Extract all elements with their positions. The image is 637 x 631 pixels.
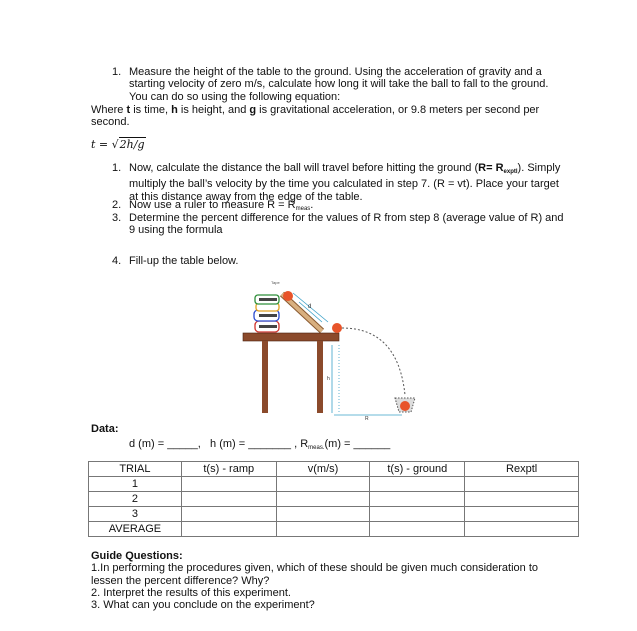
cell[interactable] [276, 492, 370, 507]
cell[interactable] [181, 507, 276, 522]
cell[interactable] [370, 522, 465, 537]
trial-cell: AVERAGE [89, 522, 182, 537]
trial-cell: 2 [89, 492, 182, 507]
variable-definitions [91, 104, 571, 129]
measurement-arrows [293, 293, 402, 415]
ball-target [400, 401, 410, 411]
experiment-diagram [240, 270, 430, 422]
table-row [89, 522, 579, 537]
text: is gravitational acceleration, or 9.8 meters per second per second. [91, 104, 540, 129]
header-velocity: v(m/s) [276, 462, 370, 477]
step-text: Determine the percent difference for the values of R from step 8 (average value of R) and 9 using the formula [129, 212, 564, 237]
cell[interactable] [465, 507, 579, 522]
r-label: R [365, 416, 369, 422]
h-label: h [327, 376, 330, 382]
step-number: 3. [112, 212, 122, 224]
formula-lhs: t = [91, 138, 112, 151]
question-1: 1.In performing the procedures given, which of these should be given much consideration to lessen the percent difference? Why? [91, 562, 538, 587]
data-fields [129, 438, 390, 454]
text: is time, [130, 104, 172, 116]
header-trial: TRIAL [89, 462, 182, 477]
data-table [88, 461, 579, 537]
trajectory [342, 328, 405, 395]
ball-edge [332, 323, 342, 333]
cell[interactable] [370, 492, 465, 507]
cell[interactable] [276, 477, 370, 492]
trial-cell: 3 [89, 507, 182, 522]
cell[interactable] [181, 522, 276, 537]
var-t: t [126, 104, 131, 116]
step-number: 1. [112, 66, 122, 78]
time-formula [91, 139, 146, 151]
table-leg [317, 341, 323, 413]
guide-heading: Guide Questions: [91, 550, 183, 562]
header-t-ramp: t(s) - ramp [181, 462, 276, 477]
ball-start [283, 291, 293, 301]
guide-questions [91, 550, 571, 611]
step-number: 4. [112, 255, 122, 267]
table-row [89, 477, 579, 492]
cell[interactable] [465, 522, 579, 537]
cell[interactable] [370, 507, 465, 522]
step-text: Measure the height of the table to the ground. Using the acceleration of gravity and a starting velocity of zero m/s, calculate how long it will take the ball to fall to the ground. You can do so using the following equation: [129, 66, 549, 103]
question-3: 3. What can you conclude on the experiment? [91, 599, 315, 612]
table-leg [262, 341, 268, 413]
sqrt-icon: √ [111, 138, 119, 151]
cell[interactable] [276, 507, 370, 522]
step-text: Fill-up the table below. [129, 255, 239, 267]
books-stack [254, 295, 279, 332]
cell[interactable] [370, 477, 465, 492]
d-field: d (m) = _____, [129, 438, 201, 450]
table-row [89, 492, 579, 507]
var-h: h [171, 104, 178, 116]
data-heading: Data: [91, 423, 119, 435]
table-row [89, 507, 579, 522]
trial-cell: 1 [89, 477, 182, 492]
subscript: meas. [308, 445, 325, 451]
question-2: 2. Interpret the results of this experiment. [91, 586, 291, 599]
header-rexptl: Rexptl [465, 462, 579, 477]
formula-radicand: 2h/g [119, 138, 145, 151]
subscript: meas [295, 206, 311, 212]
table-header-row [89, 462, 579, 477]
text: Now use a ruler to measure R = R [129, 199, 296, 211]
text: ). Simply multiply the ball’s velocity by the time you calculated in step 7. (R = vt). Place your target at this distance away from the edge of the table. [129, 162, 561, 203]
cell[interactable] [181, 477, 276, 492]
cell[interactable] [465, 477, 579, 492]
step-number: 2. [112, 199, 122, 211]
text: is height, and [177, 104, 250, 116]
text: Now, calculate the distance the ball will travel before hitting the ground ( [129, 162, 479, 174]
step-text [129, 162, 569, 203]
rmeas-field: R [300, 438, 309, 450]
cell[interactable] [181, 492, 276, 507]
rmeas-value: (m) = ______ [324, 438, 391, 450]
tape-label: Tape [271, 280, 280, 285]
h-field: h (m) = _______ , [210, 438, 298, 450]
header-t-ground: t(s) - ground [370, 462, 465, 477]
subscript: exptl [503, 169, 518, 175]
table-top [243, 333, 339, 341]
var-g: g [249, 104, 257, 116]
text: . [310, 199, 314, 211]
d-label: d [308, 304, 312, 310]
text: R= R [478, 162, 504, 174]
text: Where [91, 104, 127, 116]
cell[interactable] [276, 522, 370, 537]
cell[interactable] [465, 492, 579, 507]
step-number: 1. [112, 162, 122, 174]
